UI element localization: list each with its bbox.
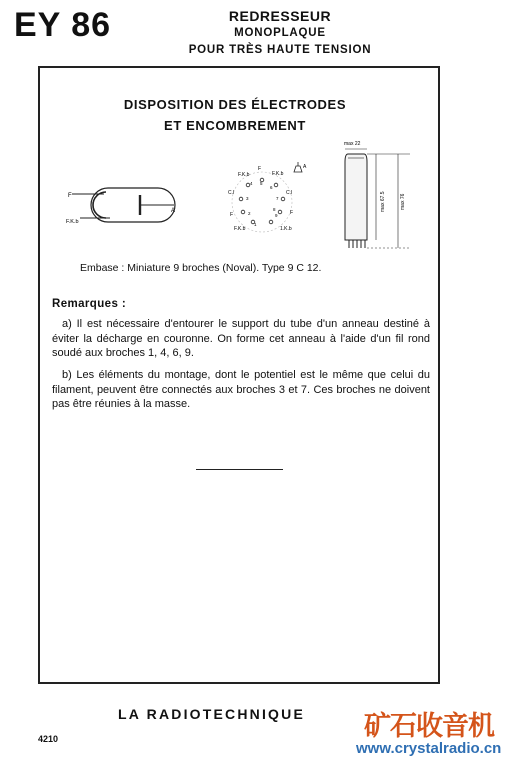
watermark-chinese-text: 矿石收音机: [364, 711, 494, 741]
tube-outline: [344, 141, 410, 248]
pin-number-9: 9: [275, 213, 278, 218]
dim-diameter: max 22: [344, 141, 361, 147]
remark-a: [52, 317, 430, 361]
symbol-label-a: A: [171, 208, 176, 214]
pin-number-4: 4: [250, 181, 253, 186]
pin-number-3: 3: [246, 196, 249, 201]
dim-total: max 76: [400, 193, 406, 210]
dim-body: max 67.5: [380, 191, 386, 212]
publisher-name: LA RADIOTECHNIQUE: [118, 706, 305, 722]
header-line-1: REDRESSEUR: [228, 8, 332, 24]
pin-label-3: F.K.b: [272, 171, 284, 177]
tube-code-title: EY 86: [14, 6, 112, 44]
page-number: 4210: [38, 734, 59, 744]
base-description: Embase : Miniature 9 broches (Noval). Type 9 C 12.: [80, 262, 322, 274]
pin-label-1: F.K.b: [238, 172, 250, 178]
top-cap-label: A: [303, 164, 307, 170]
pin-label-9: 1.K.b: [280, 226, 292, 232]
watermark-url: www.crystalradio.cn: [356, 740, 502, 757]
separator-rule: [196, 469, 283, 470]
pin-number-2: 2: [248, 211, 251, 216]
pin-label-4: C.I: [286, 190, 293, 196]
remark-b: [52, 368, 430, 412]
section-title: [70, 94, 400, 136]
section-title-line-2: ET ENCOMBREMENT: [164, 118, 306, 133]
header-line-2: MONOPLAQUE: [234, 27, 326, 39]
pin-number-8: 8: [273, 207, 276, 212]
remarks-title: Remarques :: [52, 298, 127, 310]
pin-label-2: F: [258, 166, 262, 172]
pin-number-5: 5: [260, 181, 263, 186]
pin-label-7: F: [290, 210, 294, 216]
pin-number-7: 7: [276, 196, 279, 201]
electrode-diagrams: [58, 132, 438, 262]
header-description: [140, 8, 420, 59]
remark-b-text: b) Les éléments du montage, dont le potentiel est le même que celui du filament, peuvent être connectés aux broches 3 et 7. Ces broches ne doivent pas être réunies à la masse.: [52, 369, 430, 410]
pin-label-6: F: [230, 212, 234, 218]
pin-label-8: F.K.b: [234, 226, 246, 232]
section-title-line-1: DISPOSITION DES ÉLECTRODES: [123, 97, 347, 112]
pin-number-1: 1: [254, 222, 257, 227]
symbol-label-fk: F.K.b: [66, 219, 79, 225]
pin-base-diagram: [228, 162, 307, 232]
header-line-3: POUR TRÈS HAUTE TENSION: [188, 44, 372, 56]
tube-symbol: [66, 188, 175, 225]
symbol-label-f: F: [68, 193, 72, 199]
pin-number-6: 6: [270, 185, 273, 190]
remark-a-text: a) Il est nécessaire d'entourer le support du tube d'un anneau destiné à éviter la décharge en couronne. On forme cet anneau à l'aide d'un fil rond soudé aux broches 1, 4, 6, 9.: [52, 318, 430, 359]
pin-label-5: C.I: [228, 190, 235, 196]
